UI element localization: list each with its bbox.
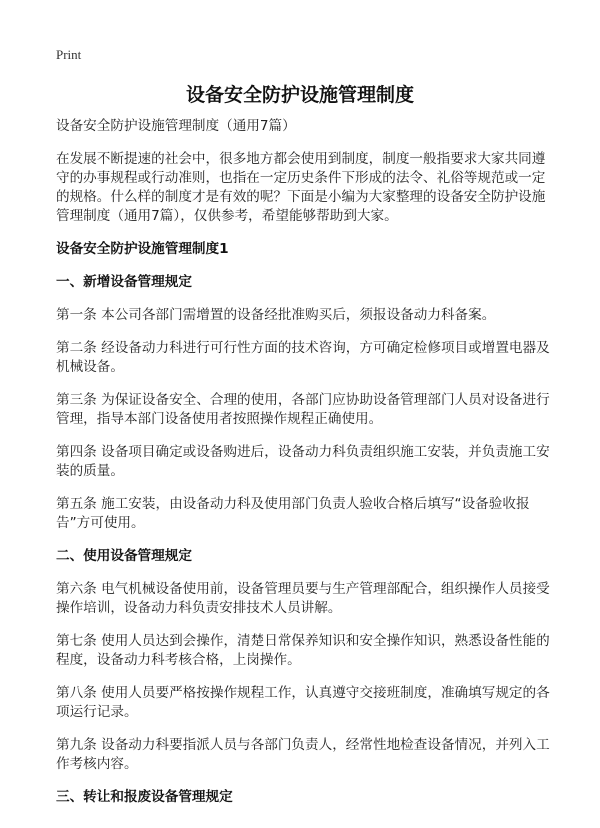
- article-4: 第四条 设备项目确定或设备购进后，设备动力科负责组织施工安装，并负责施工安装的质量。: [56, 444, 550, 479]
- document-subtitle: 设备安全防护设施管理制度（通用7篇）: [56, 118, 296, 134]
- part-heading-3: 三、转让和报废设备管理规定: [56, 789, 233, 805]
- print-link[interactable]: Print: [56, 47, 82, 62]
- part-heading-1: 一、新增设备管理规定: [56, 274, 192, 290]
- article-8: 第八条 使用人员要严格按操作规程工作，认真遵守交接班制度，准确填写规定的各项运行记录。: [56, 685, 550, 720]
- part-heading-2: 二、使用设备管理规定: [56, 548, 192, 564]
- article-7: 第七条 使用人员达到会操作，清楚日常保养知识和安全操作知识，熟悉设备性能的程度，设备动力科考核合格，上岗操作。: [56, 633, 550, 668]
- article-6: 第六条 电气机械设备使用前，设备管理员要与生产管理部配合，组织操作人员接受操作培训，设备动力科负责安排技术人员讲解。: [56, 581, 550, 616]
- intro-paragraph: 在发展不断提速的社会中，很多地方都会使用到制度，制度一般指要求大家共同遵守的办事规程或行动准则，也指在一定历史条件下形成的法令、礼俗等规范或一定的规格。什么样的制度才是有效的呢？下面是小编为大家整理的设备安全防护设施管理制度（通用7篇），仅供参考，希望能够帮助到大家。: [56, 151, 546, 224]
- article-5: 第五条 施工安装，由设备动力科及使用部门负责人验收合格后填写“设备验收报告”方可使用。: [56, 496, 530, 531]
- article-3: 第三条 为保证设备安全、合理的使用，各部门应协助设备管理部门人员对设备进行管理，指导本部门设备使用者按照操作规程正确使用。: [56, 392, 550, 427]
- section-title: 设备安全防护设施管理制度1: [56, 241, 229, 257]
- document-title: 设备安全防护设施管理制度: [185, 84, 414, 106]
- article-2: 第二条 经设备动力科进行可行性方面的技术咨询，方可确定检修项目或增置电器及机械设备。: [56, 340, 550, 375]
- document-body: [56, 117, 550, 821]
- article-1: 第一条 本公司各部门需增置的设备经批准购买后，须报设备动力科备案。: [56, 307, 496, 323]
- article-9: 第九条 设备动力科要指派人员与各部门负责人，经常性地检查设备情况，并列入工作考核内容。: [56, 737, 550, 772]
